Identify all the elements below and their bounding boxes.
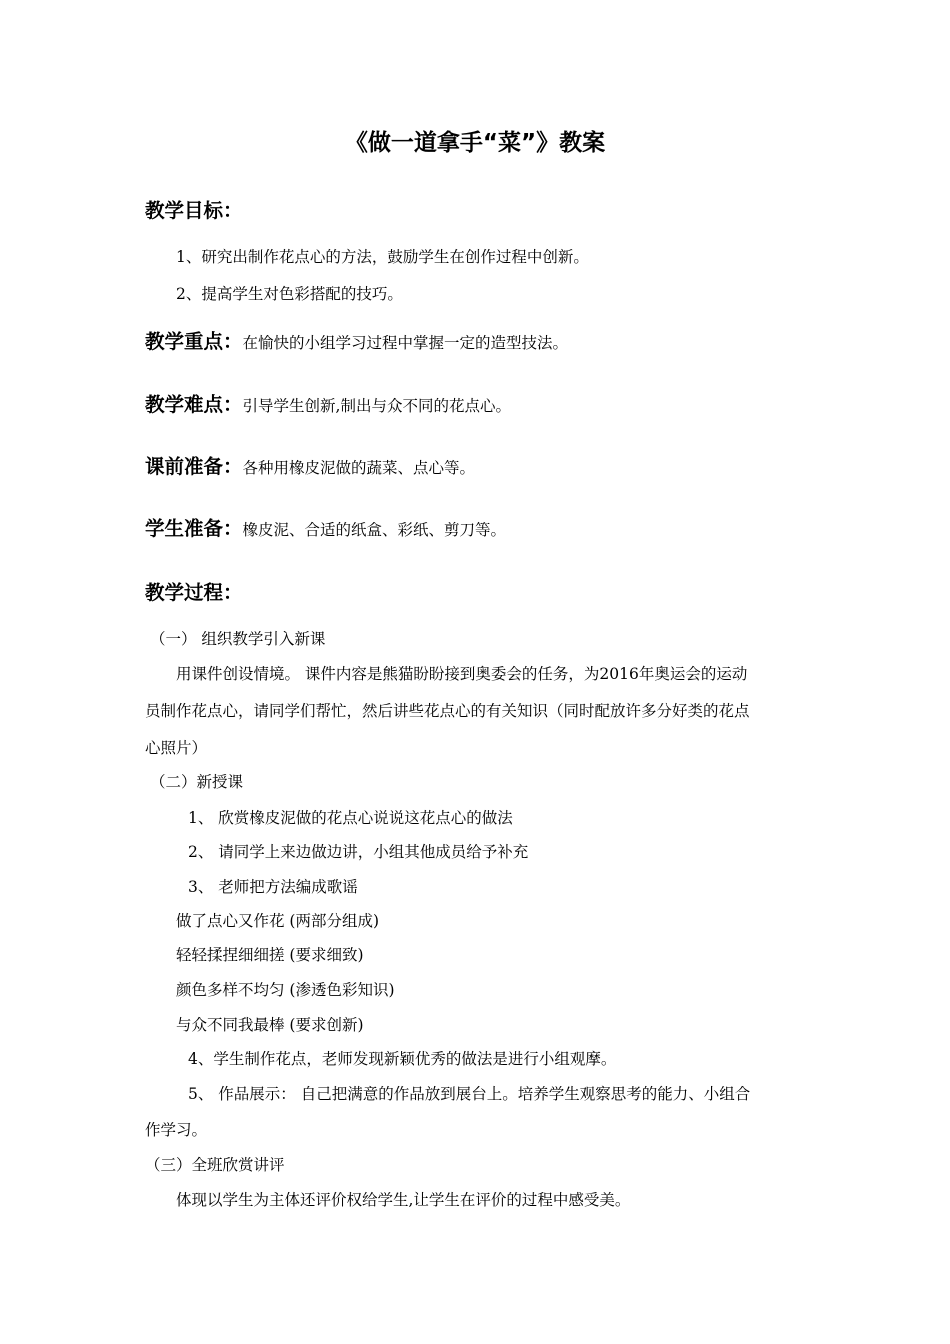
section2-step-4: 4、学生制作花点，老师发现新颖优秀的做法是进行小组观摩。 bbox=[188, 1050, 617, 1068]
student-prep-text: 橡皮泥、合适的纸盒、彩纸、剪刀等。 bbox=[242, 521, 507, 539]
student-prep-label: 学生准备： bbox=[145, 517, 243, 540]
section2-step-2: 2、 请同学上来边做边讲，小组其他成员给予补充 bbox=[188, 843, 529, 861]
class-prep-row bbox=[145, 451, 475, 479]
song-line-1: 做了点心又作花 (两部分组成) bbox=[176, 912, 380, 930]
section3-title: （三）全班欣赏讲评 bbox=[145, 1156, 285, 1174]
objectives-heading: 教学目标： bbox=[145, 199, 243, 222]
section2-title: （二）新授课 bbox=[150, 773, 244, 791]
section1-para-cont-2: 心照片） bbox=[145, 739, 208, 757]
section2-step-5-cont: 作学习。 bbox=[145, 1121, 208, 1139]
objective-item-1: 1、研究出制作花点心的方法，鼓励学生在创作过程中创新。 bbox=[176, 248, 589, 266]
section2-step-1: 1、 欣赏橡皮泥做的花点心说说这花点心的做法 bbox=[188, 809, 513, 827]
section2-step-5: 5、 作品展示： 自己把满意的作品放到展台上。培养学生观察思考的能力、小组合 bbox=[188, 1085, 751, 1103]
section2-step-3: 3、 老师把方法编成歌谣 bbox=[188, 878, 358, 896]
key-point-text: 在愉快的小组学习过程中掌握一定的造型技法。 bbox=[242, 334, 569, 352]
difficulty-label: 教学难点： bbox=[145, 393, 243, 416]
song-line-2: 轻轻揉捏细细搓 (要求细致) bbox=[176, 946, 364, 964]
process-heading: 教学过程： bbox=[145, 581, 243, 604]
section1-para-cont-1: 员制作花点心，请同学们帮忙，然后讲些花点心的有关知识（同时配放许多分好类的花点 bbox=[145, 702, 750, 720]
section3-para: 体现以学生为主体还评价权给学生,让学生在评价的过程中感受美。 bbox=[176, 1191, 631, 1209]
difficulty-row bbox=[145, 389, 511, 417]
section1-para: 用课件创设情境。 课件内容是熊猫盼盼接到奥委会的任务，为2016年奥运会的运动 bbox=[176, 665, 748, 683]
student-prep-row bbox=[145, 513, 506, 541]
difficulty-text: 引导学生创新,制出与众不同的花点心。 bbox=[242, 397, 511, 415]
key-point-label: 教学重点： bbox=[145, 330, 243, 353]
class-prep-label: 课前准备： bbox=[145, 455, 243, 478]
key-point-row bbox=[145, 326, 568, 354]
objective-item-2: 2、提高学生对色彩搭配的技巧。 bbox=[176, 285, 403, 303]
document-title: 《做一道拿手“菜”》教案 bbox=[344, 130, 606, 156]
class-prep-text: 各种用橡皮泥做的蔬菜、点心等。 bbox=[242, 459, 476, 477]
song-line-3: 颜色多样不均匀 (渗透色彩知识) bbox=[176, 981, 395, 999]
song-line-4: 与众不同我最棒 (要求创新) bbox=[176, 1016, 364, 1034]
section1-title: （一） 组织教学引入新课 bbox=[150, 630, 326, 648]
